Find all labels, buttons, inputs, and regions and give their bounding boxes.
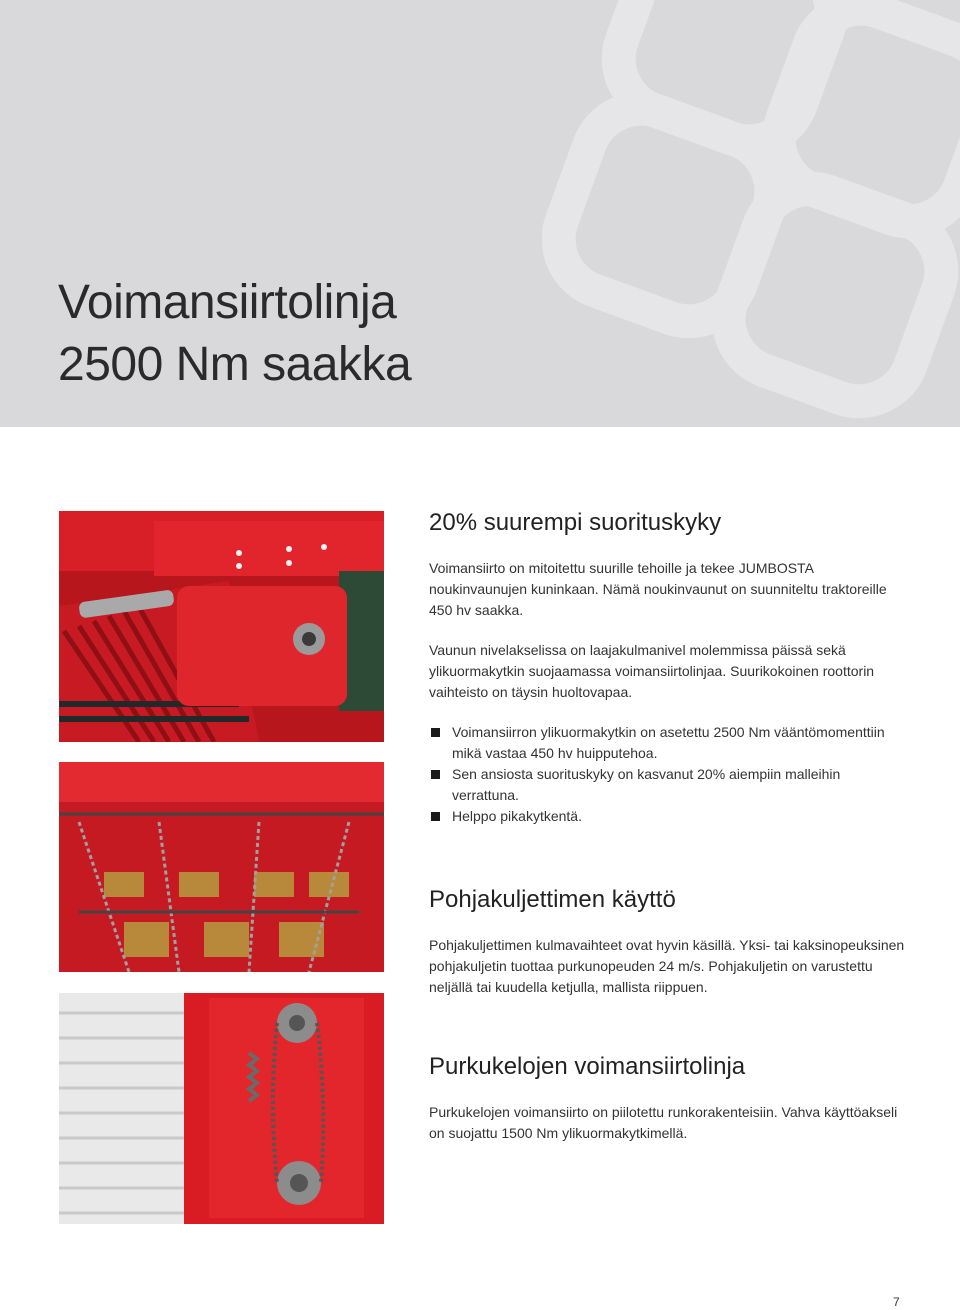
list-item-text: Helppo pikakytkentä.	[452, 808, 582, 824]
section-unloading-drive	[429, 1052, 909, 1163]
clover-watermark-icon	[540, 0, 960, 427]
section-paragraph: Purkukelojen voimansiirto on piilotettu runkorakenteisiin. Vahva käyttöakseli on suojattu 1500 Nm ylikuormakytkimellä.	[429, 1104, 898, 1141]
header-band	[0, 0, 960, 427]
section-heading: Pohjakuljettimen käyttö	[429, 886, 676, 913]
bullet-list	[429, 722, 909, 827]
list-item-text: Voimansiirron ylikuormakytkin on asetettu 2500 Nm vääntömomenttiin mikä vastaa 450 hv huipputehoa.	[452, 724, 885, 761]
floor-conveyor-photo	[59, 762, 384, 972]
section-heading: 20% suurempi suorituskyky	[429, 509, 722, 536]
list-item	[429, 722, 909, 764]
unloading-drive-photo	[59, 993, 384, 1224]
section-paragraph: Vaunun nivelakselissa on laajakulmanivel molemmissa päissä sekä ylikuormakytkin suojaamassa voimansiirtolinjaa. Suurikokoinen roottorin vaihteisto on täysin huoltovapaa.	[429, 642, 875, 700]
square-bullet-icon	[431, 728, 440, 737]
page-number: 7	[893, 1295, 900, 1309]
page-title-line-2: 2500 Nm saakka	[58, 338, 412, 391]
list-item	[429, 806, 909, 827]
list-item	[429, 764, 909, 806]
section-paragraph: Pohjakuljettimen kulmavaihteet ovat hyvin käsillä. Yksi- tai kaksinopeuksinen pohjakuljetin tuottaa purkunopeuden 24 m/s. Pohjakuljetin on varustettu neljällä tai kuudella ketjulla, mallista riippuen.	[429, 937, 905, 995]
list-item-text: Sen ansiosta suorituskyky on kasvanut 20% aiempiin malleihin verrattuna.	[452, 766, 841, 803]
page-title	[58, 272, 411, 396]
section-performance	[429, 508, 909, 827]
square-bullet-icon	[431, 770, 440, 779]
section-heading: Purkukelojen voimansiirtolinja	[429, 1053, 746, 1080]
section-floor-conveyor	[429, 885, 909, 1017]
page-title-line-1: Voimansiirtolinja	[58, 276, 397, 329]
section-paragraph: Voimansiirto on mitoitettu suurille tehoille ja tekee JUMBOSTA noukinvaunujen kuninkaan. Nämä noukinvaunut on suunniteltu traktoreille 450 hv saakka.	[429, 560, 887, 618]
rotor-gearbox-photo	[59, 511, 384, 742]
square-bullet-icon	[431, 812, 440, 821]
